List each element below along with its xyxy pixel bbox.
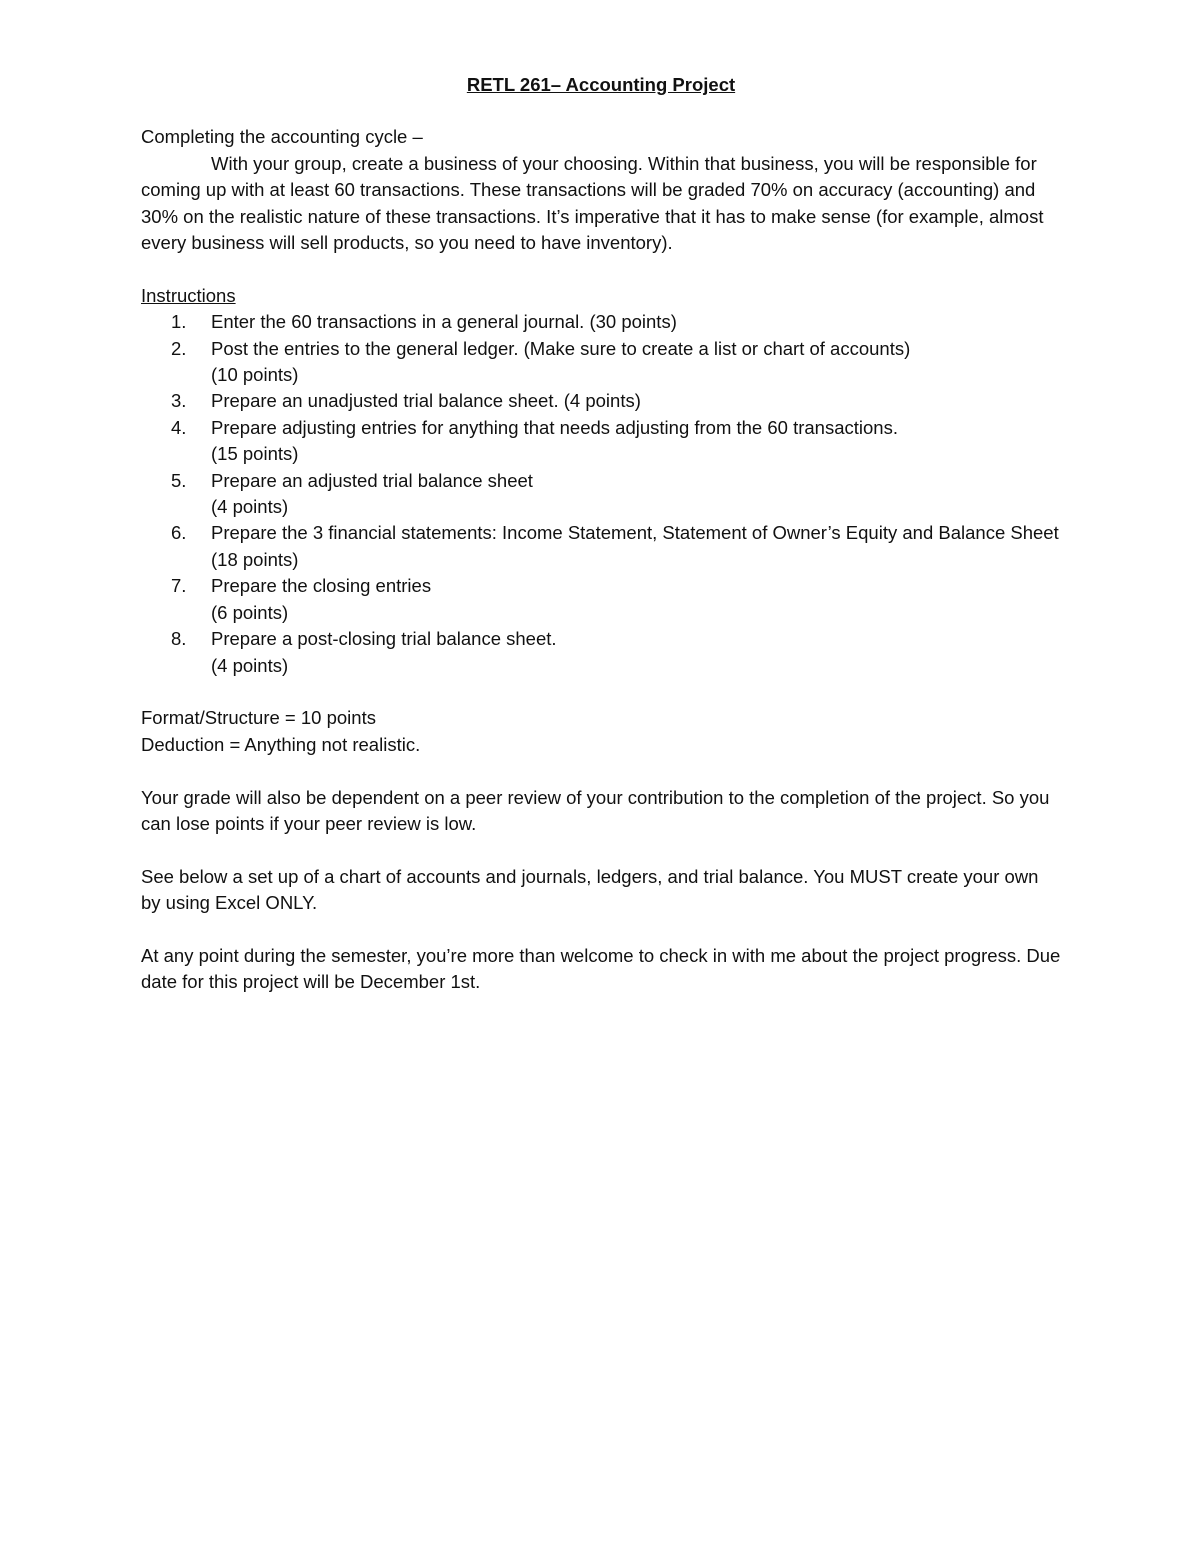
instruction-item — [141, 415, 1061, 468]
instruction-text: Prepare an adjusted trial balance sheet — [211, 469, 533, 491]
instruction-points: (10 points) — [211, 364, 299, 386]
instruction-text: Prepare the closing entries — [211, 575, 432, 597]
instruction-number: 2. — [171, 337, 187, 359]
instruction-number: 4. — [171, 416, 187, 438]
intro-heading: Completing the accounting cycle – — [141, 126, 423, 148]
setup-paragraph: See below a set up of a chart of accounts and journals, ledgers, and trial balance. You MUST create your own by using Excel ONLY. — [141, 865, 1039, 914]
intro-paragraph: With your group, create a business of your choosing. Within that business, you will be responsible for coming up with at least 60 transactions. These transactions will be graded 70% on accuracy (accounting) and 30% on the realistic nature of these transactions. It’s imperative that it has to make sense (for example, almost every business will sell products, so you need to have inventory). — [141, 152, 1044, 254]
instruction-number: 7. — [171, 575, 187, 597]
instruction-text: Prepare adjusting entries for anything that needs adjusting from the 60 transactions. — [211, 416, 898, 438]
peer-review-paragraph: Your grade will also be dependent on a peer review of your contribution to the completion of the project. So you can lose points if your peer review is low. — [141, 786, 1050, 834]
instruction-points: (6 points) — [211, 601, 289, 623]
closing-paragraph: At any point during the semester, you’re more than welcome to check in with me about the project progress. Due date for this project will be December 1st. — [141, 944, 1061, 993]
deduction-line: Deduction = Anything not realistic. — [141, 733, 421, 755]
instruction-number: 3. — [171, 390, 187, 412]
instruction-points: (15 points) — [211, 443, 299, 465]
instruction-points: (4 points) — [211, 496, 289, 518]
instruction-item — [141, 388, 1061, 414]
spacer — [141, 917, 1061, 943]
instruction-text: Prepare a post-closing trial balance sheet. — [211, 628, 557, 650]
spacer — [141, 758, 1061, 784]
spacer — [141, 837, 1061, 863]
instruction-item — [141, 626, 1061, 679]
instruction-item — [141, 336, 1061, 389]
instruction-item — [141, 309, 1061, 335]
instruction-number: 1. — [171, 311, 187, 333]
instruction-text: Enter the 60 transactions in a general journal. (30 points) — [211, 311, 677, 333]
instruction-points: (4 points) — [211, 654, 289, 676]
instruction-text: Prepare the 3 financial statements: Income Statement, Statement of Owner’s Equity and Balance Sheet — [211, 522, 1059, 544]
format-line: Format/Structure = 10 points — [141, 707, 376, 729]
instructions-heading: Instructions — [141, 284, 236, 306]
instruction-item — [141, 468, 1061, 521]
instructions-list — [141, 309, 1061, 679]
spacer — [141, 679, 1061, 705]
instruction-number: 6. — [171, 522, 187, 544]
instruction-text: Prepare an unadjusted trial balance sheet. (4 points) — [211, 390, 641, 412]
instruction-item — [141, 520, 1061, 573]
instruction-item — [141, 573, 1061, 626]
instruction-number: 5. — [171, 469, 187, 491]
instruction-text: Post the entries to the general ledger. (Make sure to create a list or chart of accounts) — [211, 337, 911, 359]
instruction-points: (18 points) — [211, 548, 299, 570]
instruction-number: 8. — [171, 628, 187, 650]
document-page — [141, 72, 1061, 996]
document-title: RETL 261– Accounting Project — [466, 74, 736, 95]
spacer — [141, 256, 1061, 282]
